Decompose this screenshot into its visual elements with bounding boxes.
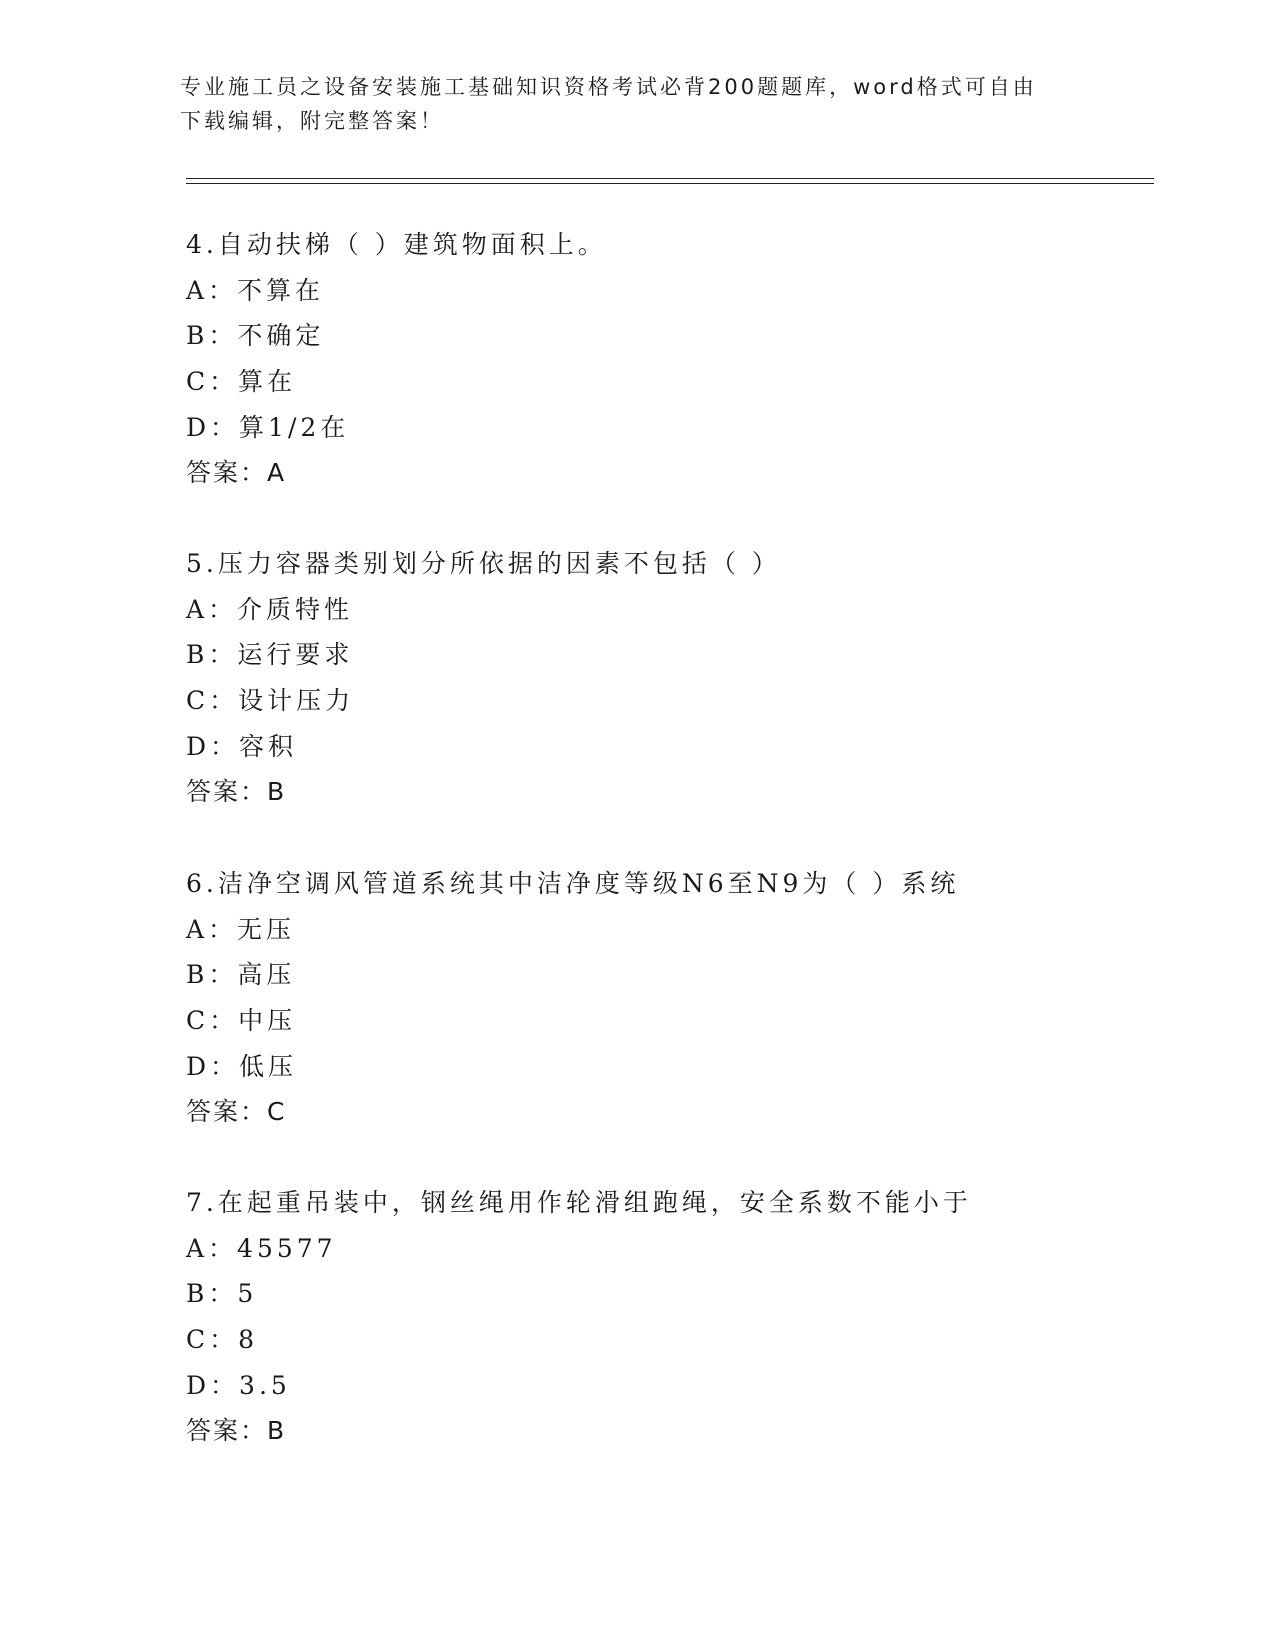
option-a: A：45577 <box>186 1233 337 1263</box>
option-a: A：不算在 <box>186 275 325 305</box>
answer-label: 答案：B <box>186 1416 287 1446</box>
question-stem: 6.洁净空调风管道系统其中洁净度等级N6至N9为（ ）系统 <box>186 869 960 898</box>
document-header <box>180 70 1060 138</box>
header-line-1: 专业施工员之设备安装施工基础知识资格考试必背200题题库，word格式可自由 <box>180 75 1037 99</box>
answer-label: 答案：C <box>186 1097 287 1127</box>
option-d: D：低压 <box>186 1051 298 1081</box>
option-d: D：算1/2在 <box>186 412 350 442</box>
question-block <box>186 222 1166 496</box>
option-d: D：3.5 <box>186 1370 291 1400</box>
question-stem: 7.在起重吊装中，钢丝绳用作轮滑组跑绳，安全系数不能小于 <box>186 1188 972 1217</box>
question-block <box>186 861 1166 1135</box>
option-b: B：不确定 <box>186 321 325 351</box>
option-d: D：容积 <box>186 731 298 761</box>
option-c: C：设计压力 <box>186 686 355 716</box>
answer-label: 答案：A <box>186 458 287 488</box>
option-b: B：5 <box>186 1279 258 1309</box>
question-stem: 4.自动扶梯（ ）建筑物面积上。 <box>186 230 607 259</box>
header-line-2: 下载编辑，附完整答案！ <box>180 109 444 133</box>
option-c: C：8 <box>186 1325 259 1355</box>
question-block <box>186 541 1166 815</box>
question-block <box>186 1180 1166 1454</box>
option-b: B：高压 <box>186 960 296 990</box>
option-b: B：运行要求 <box>186 640 354 670</box>
answer-label: 答案：B <box>186 777 287 807</box>
header-divider-bottom <box>186 183 1154 184</box>
option-c: C：中压 <box>186 1006 297 1036</box>
option-a: A：介质特性 <box>186 594 354 624</box>
option-c: C：算在 <box>186 367 297 397</box>
option-a: A：无压 <box>186 914 296 944</box>
header-divider-top <box>186 178 1154 179</box>
question-stem: 5.压力容器类别划分所依据的因素不包括（ ） <box>186 549 781 578</box>
